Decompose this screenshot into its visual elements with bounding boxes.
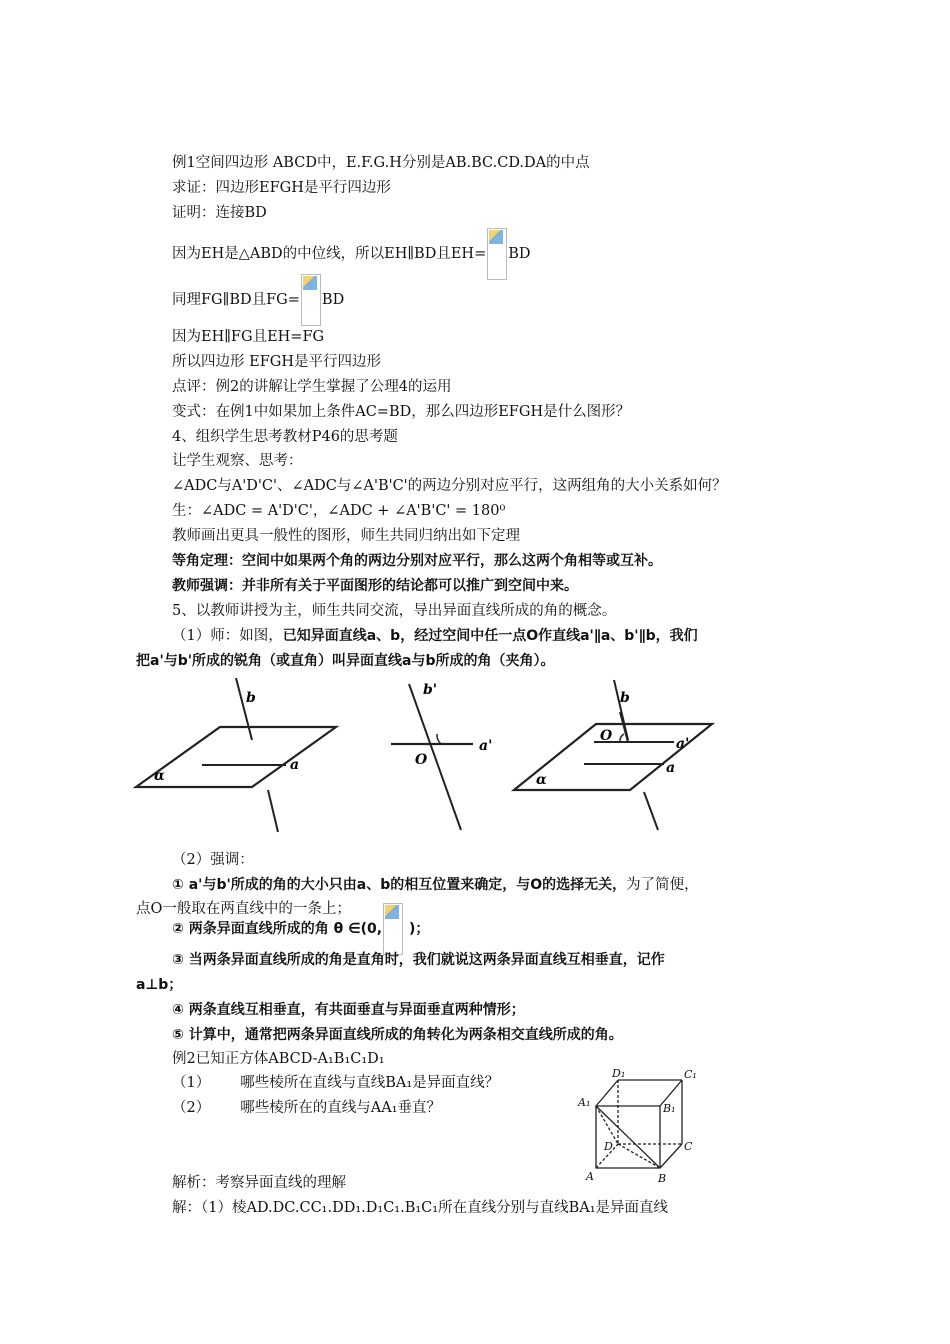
solution-1: 解：（1）棱AD.DC.CC₁.DD₁.D₁C₁.B₁C₁所在直线分别与直线BA₁是异面直线 (172, 1200, 669, 1216)
label-a: a (290, 757, 300, 773)
figure-cube (572, 1066, 702, 1186)
line-b-upper (236, 678, 252, 740)
label-o: O (415, 752, 428, 768)
label-b-prime: b' (423, 682, 438, 698)
label-b1: B₁ (663, 1102, 676, 1115)
variation: 变式：在例1中如果加上条件AC=BD，那么四边形EFGH是什么图形？ (172, 404, 631, 420)
emphasis-point-5: ⑤ 计算中，通常把两条异面直线所成的角转化为两条相交直线所成的角。 (172, 1027, 623, 1043)
emphasis-point-2: ② 两条异面直线所成的角 θ ∈(0, )； (172, 903, 429, 953)
plane-alpha (136, 727, 336, 787)
example2-q2: （2） 哪些棱所在的直线与AA₁垂直？ (172, 1100, 441, 1116)
pi-over-2-image-icon (383, 903, 403, 955)
label-alpha: α (154, 768, 165, 784)
teacher-emphasis: 教师强调：并非所有关于平面图形的结论都可以推广到空间中来。 (172, 578, 578, 594)
label-a1: A₁ (578, 1096, 591, 1109)
label-a-prime: a' (479, 738, 493, 754)
example2-q1: （1） 哪些棱所在直线与直线BA₁是异面直线？ (172, 1075, 500, 1091)
angle-arc (620, 734, 624, 742)
label-c: C (684, 1140, 693, 1153)
label-d1: D₁ (612, 1067, 626, 1080)
figure-translated-lines (385, 672, 505, 837)
label-d: D (604, 1140, 613, 1153)
emphasis-point-3: ③ 当两条异面直线所成的角是直角时，我们就说这两条异面直线互相垂直，记作 (172, 952, 665, 968)
label-a: A (586, 1170, 594, 1183)
analysis: 解析：考察异面直线的理解 (172, 1175, 346, 1191)
proof-line-fg: 同理FG∥BD且FG= BD (172, 274, 344, 324)
label-a: a (666, 760, 676, 776)
proof-start: 证明：连接BD (172, 205, 267, 221)
emphasis-title: （2）强调： (172, 852, 254, 868)
definition-line-2: 把a'与b'所成的锐角（或直角）叫异面直线a与b所成的角（夹角）。 (136, 653, 555, 669)
figure-angle-in-plane (510, 672, 720, 837)
definition-line-1: （1）师：如图，已知异面直线a、b，经过空间中任一点O作直线a'∥a、b'∥b，我们 (172, 628, 698, 644)
comment: 点评：例2的讲解让学生掌握了公理4的运用 (172, 379, 452, 395)
proof-line-6: 因为EH∥FG且EH=FG (172, 329, 325, 345)
prove-statement: 求证：四边形EFGH是平行四边形 (172, 180, 391, 196)
proof-conclusion: 所以四边形 EFGH是平行四边形 (172, 354, 381, 370)
label-b: B (658, 1172, 667, 1185)
equal-angle-theorem: 等角定理：空间中如果两个角的两边分别对应平行，那么这两个角相等或互补。 (172, 553, 662, 569)
fraction-image-icon (301, 274, 321, 326)
label-b: b (246, 690, 256, 706)
line-b-lower (644, 792, 658, 830)
question: ∠ADC与A'D'C'、∠ADC与∠A'B'C'的两边分别对应平行，这两组角的大小关系如何？ (172, 478, 727, 494)
label-b: b (620, 690, 630, 706)
label-c1: C₁ (684, 1068, 697, 1081)
label-a-prime: a' (676, 736, 690, 752)
line-b-lower (268, 790, 278, 832)
figure-skew-lines-plane (130, 672, 340, 842)
edge-a1d1 (596, 1080, 618, 1106)
diagonal-a1b (596, 1106, 660, 1168)
angle-arc (437, 734, 441, 744)
example2-title: 例2已知正方体ABCD-A₁B₁C₁D₁ (172, 1051, 385, 1067)
section-4: 4、组织学生思考教材P46的思考题 (172, 429, 398, 445)
section-5: 5、以教师讲授为主，师生共同交流，导出异面直线所成的角的概念。 (172, 603, 617, 619)
label-o: O (600, 728, 613, 744)
label-alpha: α (536, 772, 547, 788)
emphasis-point-3-cont: a⊥b； (136, 977, 183, 993)
emphasis-point-4: ④ 两条直线互相垂直，有共面垂直与异面垂直两种情形； (172, 1002, 525, 1018)
observe: 让学生观察、思考： (172, 453, 303, 469)
emphasis-point-1: ① a'与b'所成的角的大小只由a、b的相互位置来确定，与O的选择无关，为了简便， (172, 877, 699, 893)
student-answer: 生：∠ADC = A'D'C'，∠ADC + ∠A'B'C' = 180⁰ (172, 503, 506, 519)
example1-title: 例1空间四边形 ABCD中，E.F.G.H分别是AB.BC.CD.DA的中点 (172, 155, 590, 171)
fraction-image-icon (487, 228, 507, 280)
teacher-draws: 教师画出更具一般性的图形，师生共同归纳出如下定理 (172, 528, 520, 544)
emphasis-point-1-cont: 点O一般取在两直线中的一条上； (136, 901, 351, 917)
proof-line-eh: 因为EH是△ABD的中位线，所以EH∥BD且EH= BD (172, 228, 531, 278)
edge-bc (660, 1144, 682, 1168)
